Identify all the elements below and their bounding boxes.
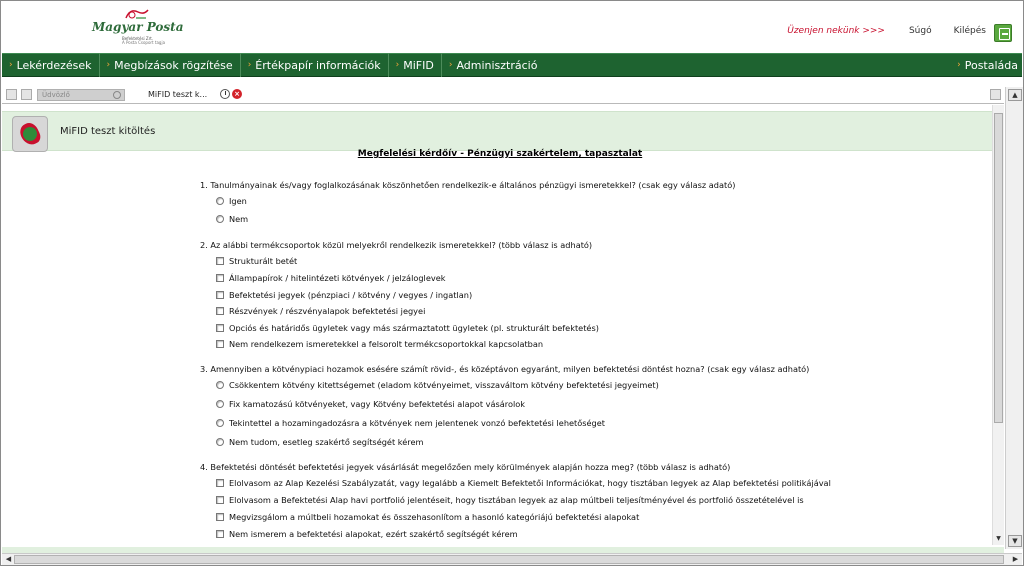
horizontal-scrollbar[interactable] bbox=[2, 553, 1022, 565]
panel-title: MiFID teszt kitöltés bbox=[60, 126, 156, 137]
menu-item-megbizasok[interactable] bbox=[100, 53, 241, 77]
answer-option[interactable] bbox=[216, 380, 659, 390]
scroll-right-arrow-icon[interactable]: ▶ bbox=[1012, 555, 1019, 563]
option-label: Részvények / részvényalapok befektetési jegyei bbox=[229, 306, 426, 316]
help-link[interactable]: Súgó bbox=[908, 26, 932, 36]
answer-option[interactable] bbox=[216, 478, 831, 488]
question-1: 1. Tanulmányainak és/vagy foglalkozásának köszönhetően rendelkezik-e általános pénzügyi ismeretekkel? (csak egy válasz adató) bbox=[200, 180, 736, 190]
answer-option[interactable] bbox=[216, 399, 525, 409]
tab-label: Üdvözlő bbox=[42, 91, 70, 99]
mifid-icon-green bbox=[23, 127, 37, 141]
option-label: Megvizsgálom a múltbeli hozamokat és összehasonlítom a hasonló kategóriájú befektetési alapokat bbox=[229, 512, 640, 522]
menu-item-label: MiFID bbox=[403, 58, 434, 72]
option-label: Nem tudom, esetleg szakértő segítségét kérem bbox=[229, 437, 424, 447]
checkbox[interactable] bbox=[216, 257, 224, 265]
radio-button[interactable] bbox=[216, 197, 224, 205]
option-label: Elolvasom a Befektetési Alap havi portfolió jelentéseit, hogy tisztában legyek az alap múltbeli teljesítményével és portfolió összetételével is bbox=[229, 495, 804, 505]
option-label: Nem bbox=[229, 214, 249, 224]
header bbox=[2, 2, 1022, 53]
top-links bbox=[787, 22, 1012, 40]
checkbox[interactable] bbox=[216, 340, 224, 348]
tab-mifid-teszt[interactable]: MiFID teszt k... bbox=[148, 90, 208, 99]
menu-arrow-icon: › bbox=[395, 60, 400, 70]
tab-udvozlo[interactable] bbox=[37, 89, 125, 101]
menu-item-label: Megbízások rögzítése bbox=[114, 58, 233, 72]
clock-icon bbox=[113, 91, 121, 99]
brand-sub: Befektetési Zrt. bbox=[122, 36, 154, 41]
answer-option[interactable] bbox=[216, 339, 543, 349]
brand-name: Magyar Posta bbox=[92, 20, 184, 34]
menu-item-label: Lekérdezések bbox=[16, 58, 92, 72]
tab-list-button[interactable] bbox=[6, 89, 17, 100]
radio-button[interactable] bbox=[216, 215, 224, 223]
tab-scroll-right-button[interactable] bbox=[990, 89, 1001, 100]
option-label: Fix kamatozású kötvényeket, vagy Kötvény befektetési alapot vásárolok bbox=[229, 399, 525, 409]
scroll-left-arrow-icon[interactable]: ◀ bbox=[5, 555, 12, 563]
option-label: Befektetési jegyek (pénzpiaci / kötvény / vegyes / ingatlan) bbox=[229, 290, 473, 300]
answer-option[interactable] bbox=[216, 418, 605, 428]
menu-arrow-icon: › bbox=[9, 60, 13, 70]
answer-option[interactable] bbox=[216, 495, 804, 505]
answer-option[interactable] bbox=[216, 323, 599, 333]
clock-icon[interactable] bbox=[220, 89, 230, 99]
question-4: 4. Befektetési döntését befektetési jegyek vásárlását megelőzően mely körülmények alapján hozza meg? (több válasz is adható) bbox=[200, 462, 731, 472]
question-3: 3. Amennyiben a kötvénypiaci hozamok esésére számít rövid-, és középtávon egyaránt, milyen befektetési döntést hozna? (csak egy válasz adható) bbox=[200, 364, 810, 374]
question-2: 2. Az alábbi termékcsoportok közül melyekről rendelkezik ismeretekkel? (több válasz is adható) bbox=[200, 240, 593, 250]
form-title: Megfelelési kérdőív - Pénzügyi szakértelem, tapasztalat bbox=[357, 149, 643, 159]
checkbox[interactable] bbox=[216, 324, 224, 332]
main-menu bbox=[2, 53, 1022, 77]
panel-header bbox=[2, 111, 992, 151]
checkbox[interactable] bbox=[216, 307, 224, 315]
answer-option[interactable] bbox=[216, 512, 639, 522]
menu-arrow-icon: › bbox=[448, 60, 453, 70]
checkbox[interactable] bbox=[216, 496, 224, 504]
outer-vertical-scrollbar[interactable] bbox=[1005, 87, 1023, 549]
answer-option[interactable] bbox=[216, 214, 248, 224]
checkbox[interactable] bbox=[216, 479, 224, 487]
answer-option[interactable] bbox=[216, 437, 423, 447]
option-label: Nem rendelkezem ismeretekkel a felsorolt termékcsoportokkal kapcsolatban bbox=[229, 339, 544, 349]
answer-option[interactable] bbox=[216, 256, 297, 266]
tab-bar bbox=[2, 87, 1004, 104]
content-panel bbox=[2, 105, 1004, 549]
answer-option[interactable] bbox=[216, 290, 472, 300]
checkbox[interactable] bbox=[216, 291, 224, 299]
radio-button[interactable] bbox=[216, 419, 224, 427]
option-label: Elolvasom az Alap Kezelési Szabályzatát, vagy legalább a Kiemelt Befektetői Információkat, hogy tisztában legyek az Alap befektetési politikájával bbox=[229, 478, 831, 488]
answer-option[interactable] bbox=[216, 529, 518, 539]
option-label: Csökkentem kötvény kitettségemet (eladom kötvényeimet, visszaváltom kötvény befektetési jegyeimet) bbox=[229, 380, 659, 390]
scroll-down-arrow-icon[interactable]: ▼ bbox=[1008, 535, 1022, 547]
menu-item-label: Értékpapír információk bbox=[255, 58, 381, 72]
menu-arrow-icon: › bbox=[957, 60, 961, 70]
menu-item-mifid[interactable] bbox=[389, 53, 442, 77]
inner-vertical-scrollbar[interactable] bbox=[992, 105, 1004, 545]
option-label: Igen bbox=[229, 196, 247, 206]
close-tab-icon[interactable]: × bbox=[232, 89, 242, 99]
option-label: Opciós és határidős ügyletek vagy más származtatott ügyletek (pl. strukturált befektetés) bbox=[229, 323, 599, 333]
menu-item-lekerdezesek[interactable] bbox=[2, 53, 100, 77]
message-us-link[interactable]: Üzenjen nekünk >>> bbox=[787, 26, 885, 36]
radio-button[interactable] bbox=[216, 438, 224, 446]
tab-scroll-left-button[interactable] bbox=[21, 89, 32, 100]
menu-item-postalada[interactable] bbox=[950, 53, 1022, 77]
scroll-up-arrow-icon[interactable]: ▲ bbox=[1008, 89, 1022, 101]
radio-button[interactable] bbox=[216, 381, 224, 389]
option-label: Állampapírok / hitelintézeti kötvények / jelzáloglevek bbox=[229, 273, 446, 283]
mifid-app-icon bbox=[12, 116, 48, 152]
radio-button[interactable] bbox=[216, 400, 224, 408]
checkbox[interactable] bbox=[216, 274, 224, 282]
checkbox[interactable] bbox=[216, 530, 224, 538]
scrollbar-thumb[interactable] bbox=[14, 555, 1004, 564]
option-label: Tekintettel a hozamingadozásra a kötvények nem jelentenek vonzó befektetési lehetőséget bbox=[229, 418, 606, 428]
menu-item-label: Adminisztráció bbox=[456, 58, 538, 72]
scroll-down-arrow-icon[interactable]: ▼ bbox=[996, 535, 1001, 542]
checkbox[interactable] bbox=[216, 513, 224, 521]
answer-option[interactable] bbox=[216, 196, 247, 206]
magyar-posta-logo bbox=[92, 6, 184, 50]
menu-item-ertekpapir[interactable] bbox=[241, 53, 389, 77]
scrollbar-thumb[interactable] bbox=[994, 113, 1003, 423]
menu-arrow-icon: › bbox=[247, 60, 252, 70]
brand-tagline: A Posta Csoport tagja bbox=[122, 40, 166, 45]
answer-option[interactable] bbox=[216, 273, 446, 283]
exit-door-icon[interactable] bbox=[994, 24, 1012, 42]
option-label: Nem ismerem a befektetési alapokat, ezért szakértő segítségét kérem bbox=[229, 529, 518, 539]
answer-option[interactable] bbox=[216, 306, 425, 316]
option-label: Strukturált betét bbox=[229, 256, 298, 266]
logout-link[interactable]: Kilépés bbox=[953, 26, 986, 36]
menu-item-adminisztracio[interactable] bbox=[442, 53, 545, 77]
menu-arrow-icon: › bbox=[106, 60, 111, 70]
menu-item-label: Postaláda bbox=[964, 58, 1018, 72]
